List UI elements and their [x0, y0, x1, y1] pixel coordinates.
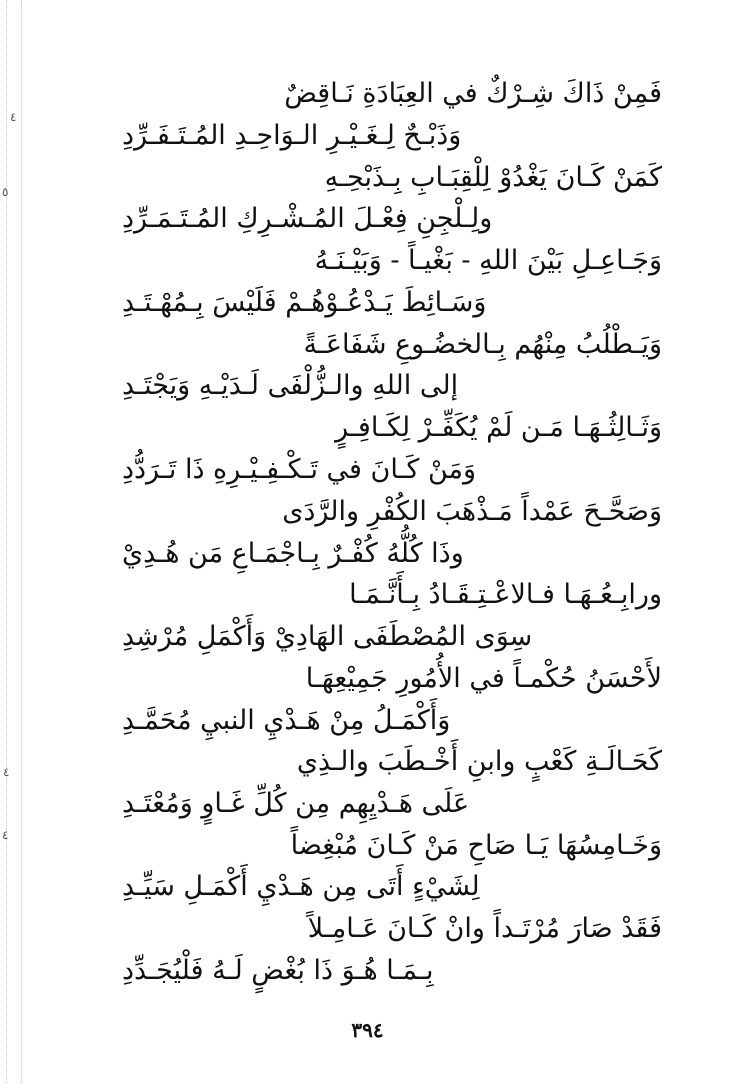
verse-first-half: كَحَـالَـةِ كَعْبٍ وابنِ أَخْـطَبَ والـذِي [296, 746, 662, 777]
verse-second-half: إلى اللهِ والـزُّلْفَى لَـدَيْـهِ وَيَجْتَـدِ [122, 370, 459, 401]
verse-first-half: فَقَدْ صَارَ مُرْتَـداً وانْ كَـانَ عَـامِـلاً [307, 913, 662, 944]
page-number: ٣٩٤ [351, 1018, 384, 1042]
verse-second-half: وَأَكْمَـلُ مِنْ هَـدْيِ النبيِ مُحَمَّـدِ [122, 705, 451, 736]
verse-first-half: وَصَحَّـحَ عَمْداً مَـذْهَبَ الكُفْرِ والرَّدَى [282, 496, 662, 527]
verse-first-half: وَثَـالِثُـهَـا مَـن لَمْ يُكَفِّـرْ لِكَـافِـرٍ [335, 412, 662, 443]
verse-second-half: ولِـلْجِنِ فِعْـلَ المُـشْـرِكِ المُـتَـمَـرِّدِ [122, 203, 493, 234]
margin-mark: ٤ [3, 765, 10, 779]
verse-second-half: لِشَيْءٍ أَتَى مِن هَـدْيِ أَكْمَـلِ سَيِّـدِ [122, 871, 480, 902]
margin-mark: ٤ [2, 828, 9, 842]
verse-second-half: وَسَـائِطَ يَـدْعُـوْهُـمْ فَلَيْسَ بِـمُهْـتَـدِ [122, 287, 487, 318]
verse-first-half: وَيَـطْلُبُ مِنْهُم بِـالخضُـوعِ شَفَاعَـةً [303, 329, 662, 360]
verse-second-half: سِوَى المُصْطَفَى الهَادِيْ وَأَكْمَلِ مُرْشِدِ [122, 621, 533, 652]
verse-second-half: وَذَبْـحٌ لِـغَـيْـرِ الـوَاحِـدِ المُـتَـفَـرِّدِ [122, 120, 462, 151]
margin-mark: ٥ [2, 185, 9, 199]
verse-first-half: فَمِنْ ذَاكَ شِـرْكٌ في العِبَادَةِ نَـاقِضٌ [284, 78, 662, 109]
verse-first-half: ورابِـعُـهَـا فـالاعْـتِـقَـادُ بِـأَنَّـمَـا [349, 579, 662, 610]
verse-first-half: كَمَنْ كَـانَ يَغْدُوْ لِلْقِبَـابِ بِـذَبْحِـهِ [324, 162, 662, 193]
verse-second-half: وَمَنْ كَـانَ في تَـكْـفِـيْـرِهِ ذَا تَـرَدُّدِ [122, 454, 477, 485]
verse-first-half: وَخَـامِسُهَا يَـا صَاحِ مَنْ كَـانَ مُبْغِضاً [290, 830, 662, 861]
verse-second-half: وذَا كُلُّهُ كُفْـرٌ بِـاجْمَـاعِ مَن هُـدِيْ [122, 538, 464, 569]
margin-mark: ٤ [10, 110, 17, 124]
verse-second-half: بِـمَـا هُـوَ ذَا بُغْضٍ لَـهُ فَلْيُجَـدِّدِ [122, 955, 434, 986]
verse-first-half: وَجَـاعِـلِ بَيْنَ اللهِ - بَغْيـاً - وَبَيْـنَـهُ [314, 245, 662, 276]
verse-first-half: لأَحْسَنُ حُكْمـاً في الأُمُورِ جَمِيْعِهَـا [305, 663, 662, 694]
verse-second-half: عَلَى هَـدْيِهِم مِن كُلِّ غَـاوٍ وَمُعْتَـدِ [122, 788, 470, 819]
